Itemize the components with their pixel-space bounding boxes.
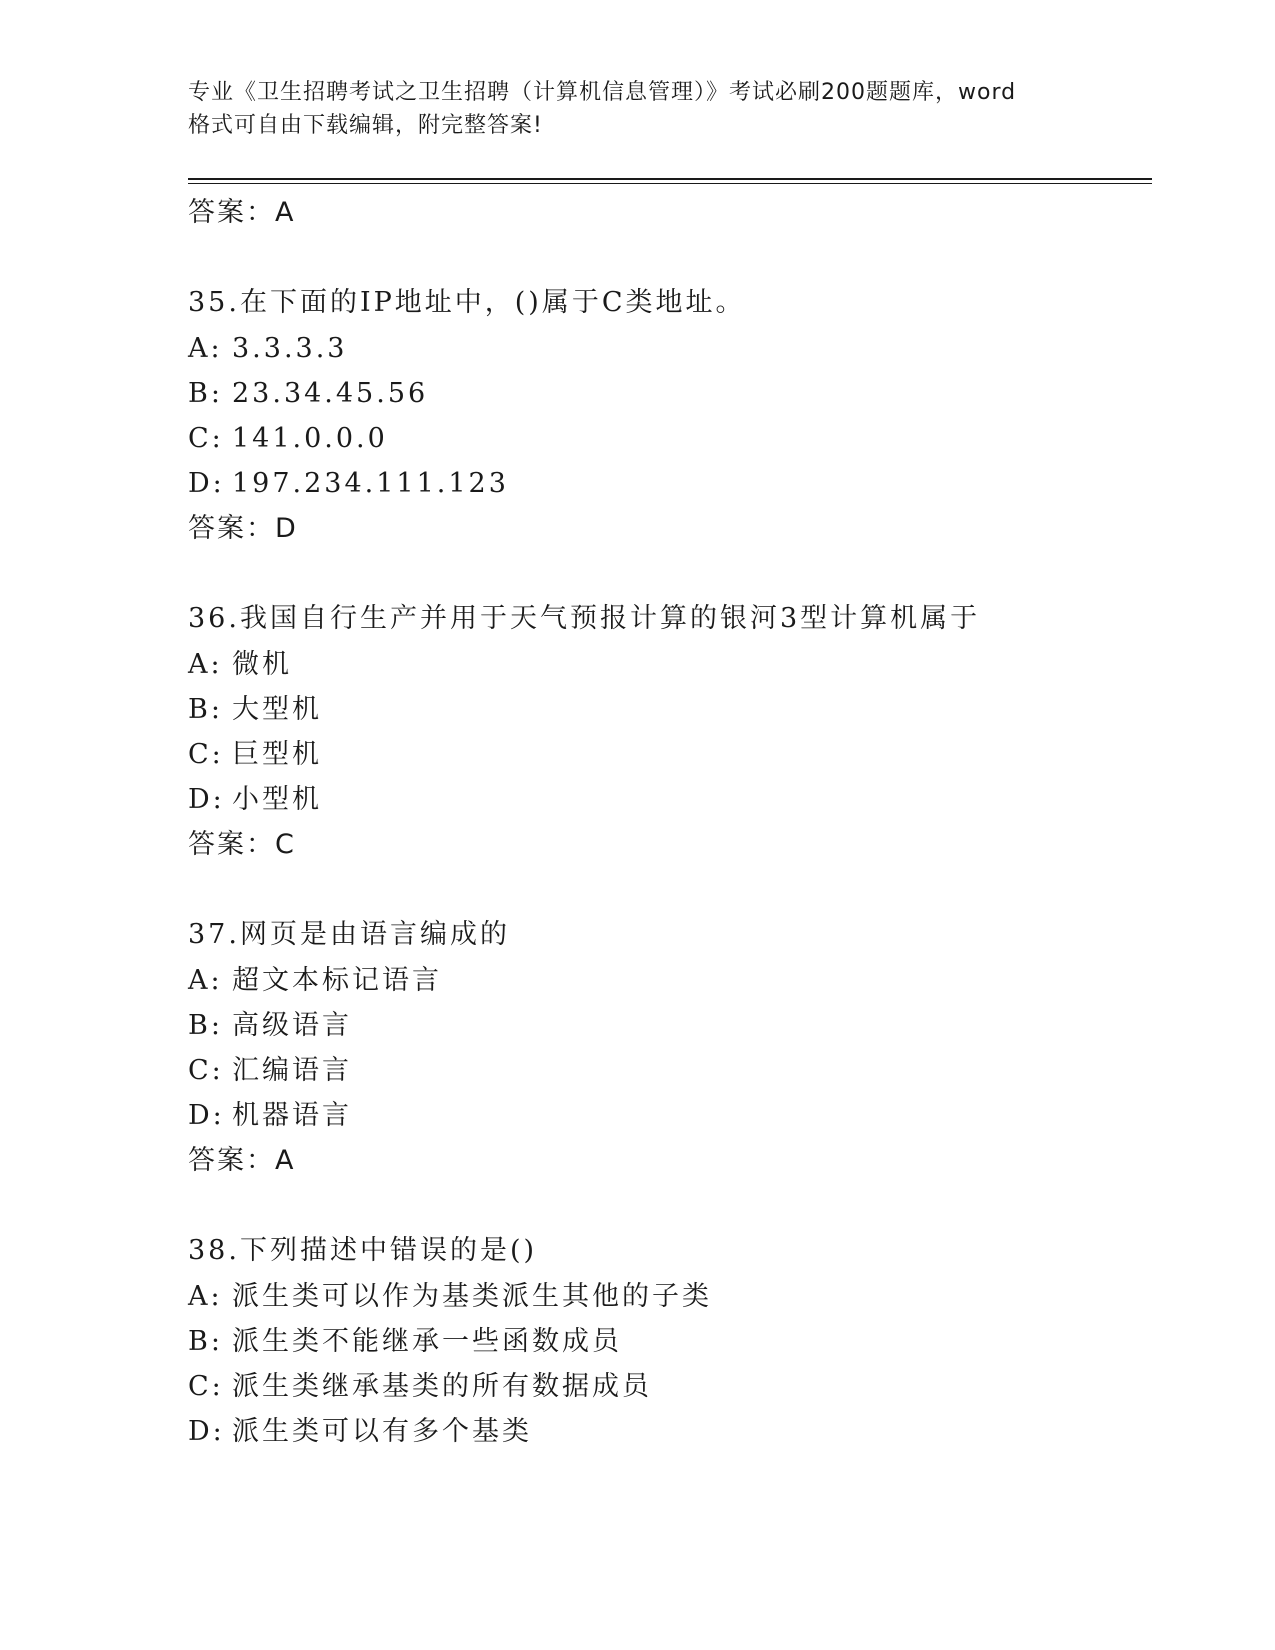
option-text: 小型机: [232, 784, 322, 815]
option-text: 派生类不能继承一些函数成员: [232, 1326, 622, 1357]
answer-line: 答案：C: [188, 829, 296, 860]
option-b: [188, 1003, 1148, 1048]
spacer: [188, 552, 1148, 596]
option-letter: B:: [188, 1326, 223, 1357]
option-letter: A:: [188, 649, 223, 680]
option-text: 微机: [232, 649, 292, 680]
option-d: [188, 461, 1148, 506]
option-text: 机器语言: [232, 1100, 352, 1131]
option-a: [188, 326, 1148, 371]
option-text: 派生类继承基类的所有数据成员: [232, 1371, 652, 1402]
header-divider-thick: [188, 178, 1152, 180]
option-text: 3.3.3.3: [232, 333, 348, 364]
answer-line: 答案：D: [188, 513, 298, 544]
option-text: 141.0.0.0: [232, 423, 388, 454]
option-b: [188, 1319, 1148, 1364]
option-text: 巨型机: [232, 739, 322, 770]
answer-line: 答案：A: [188, 1145, 296, 1176]
option-text: 高级语言: [232, 1010, 352, 1041]
spacer: [188, 236, 1148, 280]
option-letter: B:: [188, 694, 223, 725]
question-block: [188, 596, 1148, 868]
option-letter: B:: [188, 378, 223, 409]
option-c: [188, 732, 1148, 777]
spacer: [188, 868, 1148, 912]
option-text: 汇编语言: [232, 1055, 352, 1086]
option-d: [188, 1093, 1148, 1138]
option-text: 大型机: [232, 694, 322, 725]
header-line-2: 格式可自由下载编辑，附完整答案!: [188, 113, 543, 138]
option-text: 23.34.45.56: [232, 378, 429, 409]
option-letter: D:: [188, 1100, 225, 1131]
option-letter: A:: [188, 1281, 223, 1312]
option-b: [188, 687, 1148, 732]
question-block: [188, 280, 1148, 552]
option-letter: D:: [188, 1416, 225, 1447]
question-text: 36.我国自行生产并用于天气预报计算的银河3型计算机属于: [188, 603, 981, 634]
question-block: [188, 912, 1148, 1184]
option-d: [188, 777, 1148, 822]
option-letter: C:: [188, 739, 224, 770]
question-text: 37.网页是由语言编成的: [188, 919, 510, 950]
option-d: [188, 1409, 1148, 1454]
question-text: 38.下列描述中错误的是(): [188, 1235, 538, 1266]
option-c: [188, 416, 1148, 461]
answer-line: 答案：A: [188, 197, 296, 228]
option-c: [188, 1364, 1148, 1409]
option-a: [188, 958, 1148, 1003]
option-text: 197.234.111.123: [232, 468, 509, 499]
question-list: [188, 190, 1148, 1454]
option-text: 派生类可以有多个基类: [232, 1416, 532, 1447]
option-letter: C:: [188, 1371, 224, 1402]
option-c: [188, 1048, 1148, 1093]
option-a: [188, 1274, 1148, 1319]
option-letter: D:: [188, 784, 225, 815]
option-text: 超文本标记语言: [232, 965, 442, 996]
question-text: 35.在下面的IP地址中，()属于C类地址。: [188, 287, 746, 318]
document-header: [188, 76, 1088, 142]
option-letter: A:: [188, 965, 223, 996]
option-letter: B:: [188, 1010, 223, 1041]
header-line-1: 专业《卫生招聘考试之卫生招聘（计算机信息管理）》考试必刷200题题库，word: [188, 80, 1017, 105]
question-block: [188, 1228, 1148, 1454]
option-letter: C:: [188, 423, 224, 454]
spacer: [188, 1184, 1148, 1228]
header-divider-thin: [188, 183, 1152, 184]
option-b: [188, 371, 1148, 416]
option-a: [188, 642, 1148, 687]
option-text: 派生类可以作为基类派生其他的子类: [232, 1281, 712, 1312]
option-letter: C:: [188, 1055, 224, 1086]
option-letter: A:: [188, 333, 223, 364]
option-letter: D:: [188, 468, 225, 499]
